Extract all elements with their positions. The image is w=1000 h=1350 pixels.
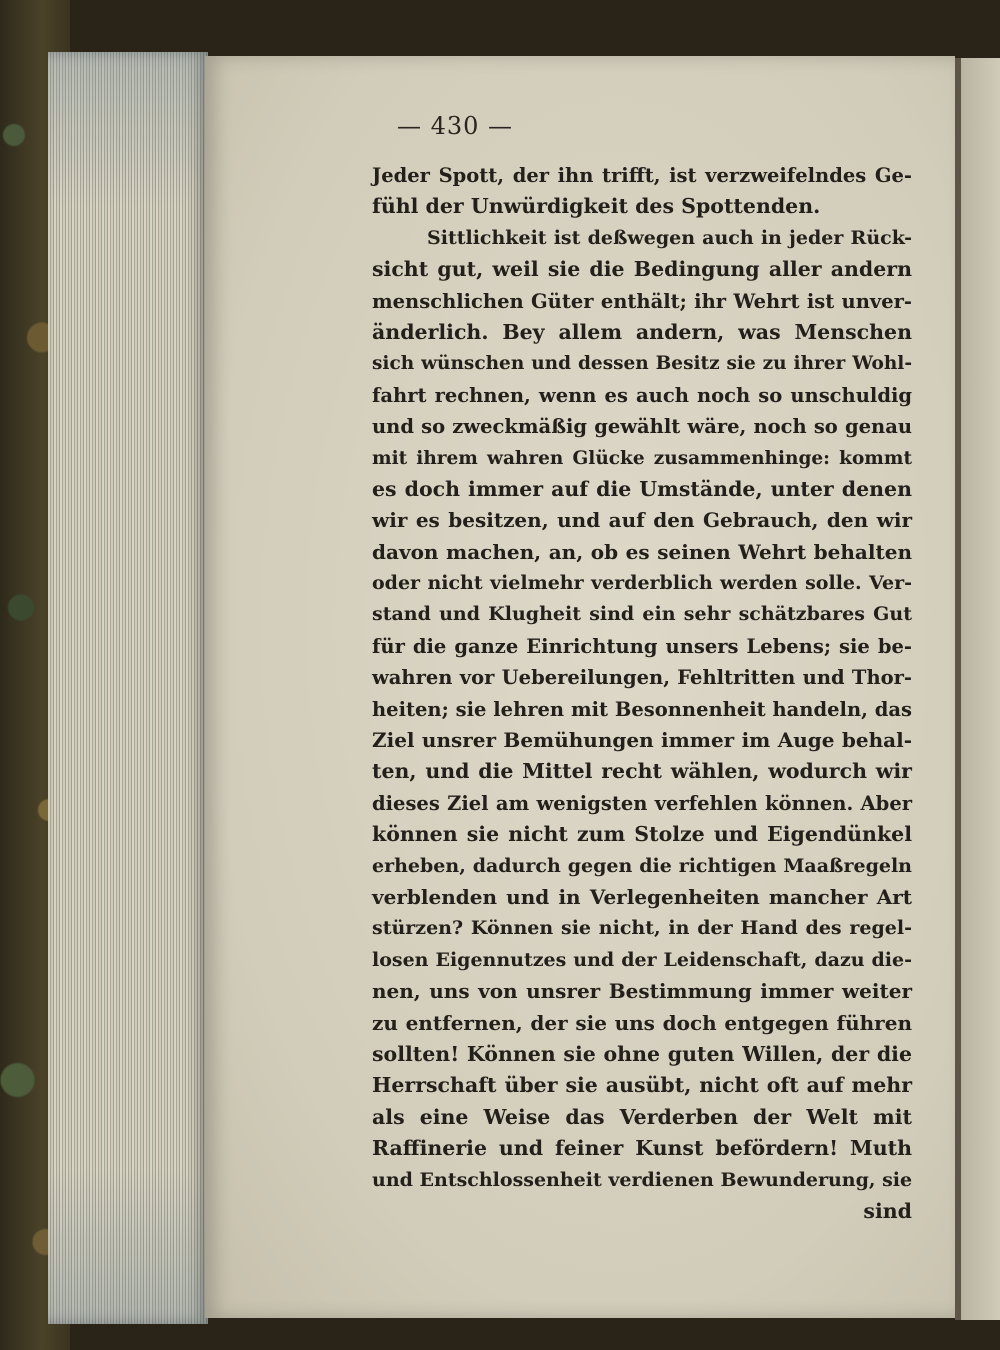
text-line: stand und Klugheit sind ein sehr schätzbares Gut [372,603,912,626]
text-line: stürzen? Können sie nicht, in der Hand des regel- [372,917,912,940]
text-line: verblenden und in Verlegenheiten mancher Art [372,884,912,909]
text-line: sollten! Können sie ohne guten Willen, der die [372,1041,912,1066]
text-line: wahren vor Uebereilungen, Fehltritten und Thor- [372,666,912,690]
text-line: davon machen, an, ob es seinen Wehrt behalten [372,539,912,564]
catchword: sind [863,1198,912,1223]
text-line: dieses Ziel am wenigsten verfehlen können. Aber [372,791,912,815]
body-text [372,160,912,1227]
text-line: und Entschlossenheit verdienen Bewunderung, sie [372,1168,913,1191]
text-line: für die ganze Einrichtung unsers Lebens; sie be- [372,634,912,658]
text-line: Ziel unsrer Bemühungen immer im Auge behal- [372,728,912,753]
text-line: menschlichen Güter enthält; ihr Wehrt ist unver- [372,289,912,313]
text-line: können sie nicht zum Stolze und Eigendünkel [372,822,912,847]
text-line: nen, uns von unsrer Bestimmung immer weiter [372,979,912,1004]
text-line: erheben, dadurch gegen die richtigen Maaßregeln [372,854,912,877]
text-line: zu entfernen, der sie uns doch entgegen führen [372,1010,912,1035]
page-edges [48,52,208,1324]
text-line: sicht gut, weil sie die Bedingung aller andern [372,257,912,282]
text-line: losen Eigennutzes und der Leidenschaft, dazu die- [372,948,912,971]
text-line: sich wünschen und dessen Besitz sie zu ihrer Wohl- [372,353,912,375]
text-line: Herrschaft über sie ausübt, nicht oft auf mehr [372,1073,912,1098]
text-line: Sittlichkeit ist deßwegen auch in jeder Rück- [427,226,912,249]
text-line: Jeder Spott, der ihn trifft, ist verzweifelndes Ge- [372,164,912,187]
text-line: oder nicht vielmehr verderblich werden solle. Ver- [372,572,912,595]
text-line: fühl der Unwürdigkeit des Spottenden. [372,194,821,219]
text-line: änderlich. Bey allem andern, was Menschen [372,319,912,344]
text-line: als eine Weise das Verderben der Welt mit [372,1104,912,1129]
text-line: Raffinerie und feiner Kunst befördern! Muth [372,1136,912,1161]
text-line: wir es besitzen, und auf den Gebrauch, den wir [372,508,912,533]
text-line: mit ihrem wahren Glücke zusammenhinge: kommt [372,447,912,469]
text-line: ten, und die Mittel recht wählen, wodurch wir [372,759,912,784]
page-number: — 430 — [396,112,514,140]
facing-page-edge [955,58,1000,1320]
text-line: heiten; sie lehren mit Besonnenheit handeln, das [372,697,912,721]
text-line: und so zweckmäßig gewählt wäre, noch so genau [372,415,912,439]
text-line: es doch immer auf die Umstände, unter denen [372,476,912,501]
text-line: fahrt rechnen, wenn es auch noch so unschuldig [372,383,912,407]
